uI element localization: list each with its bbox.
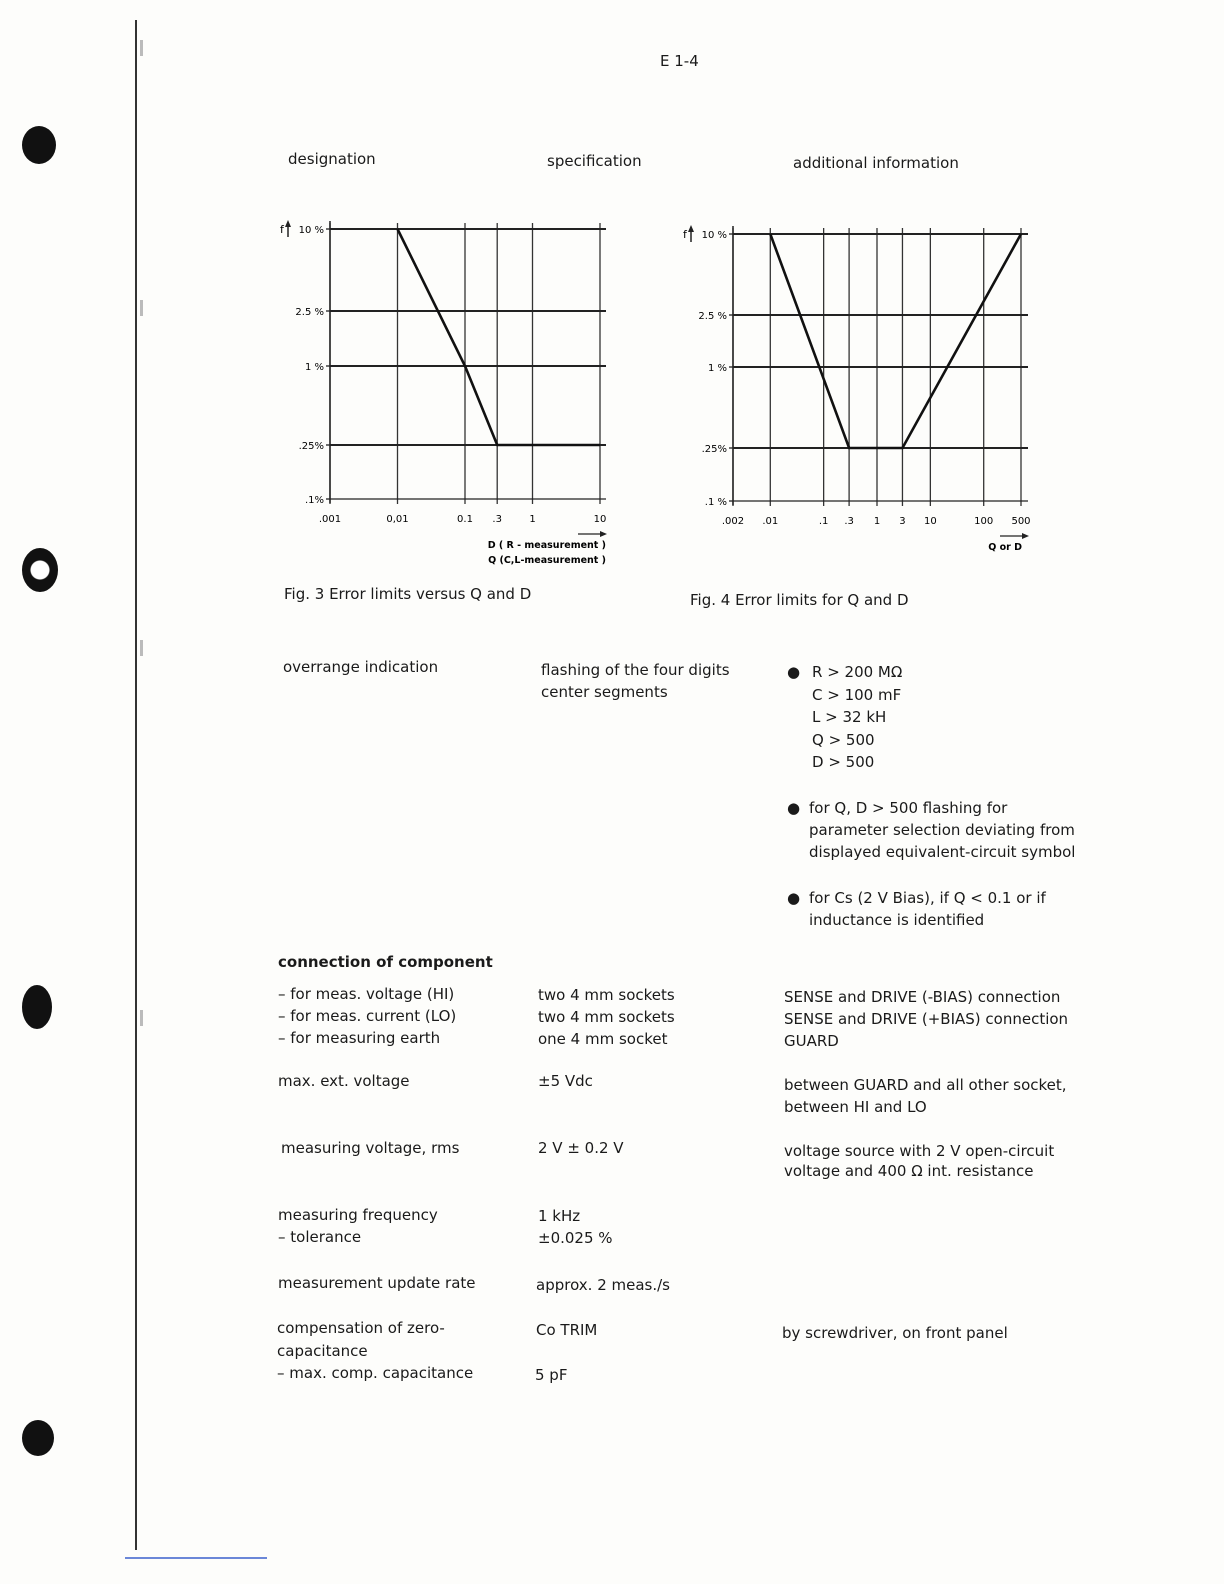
spec-line: center segments: [541, 683, 668, 701]
update-rate-spec: approx. 2 meas./s: [536, 1276, 670, 1294]
x-tick-label: 10: [923, 516, 937, 527]
y-axis-arrowhead: [688, 225, 694, 232]
header-specification: specification: [547, 152, 642, 170]
y-axis-label: f: [280, 223, 284, 236]
error-limits-chart-fig3: [260, 215, 620, 575]
spec-line: flashing of the four digits: [541, 661, 730, 679]
max-ext-voltage-spec: ±5 Vdc: [538, 1072, 593, 1090]
y-tick-label: 1 %: [707, 363, 727, 374]
limit-item: Q > 500: [812, 730, 875, 749]
info-line: SENSE and DRIVE (-BIAS) connection: [784, 988, 1061, 1006]
overrange-note-bias: [809, 887, 1046, 931]
header-additional-information: additional information: [793, 154, 959, 172]
spec-line: one 4 mm socket: [538, 1030, 668, 1048]
binder-mark: [140, 1010, 143, 1026]
measuring-frequency-spec: [538, 1205, 613, 1249]
spec-line: ±0.025 %: [538, 1229, 613, 1247]
spec-line: 1 kHz: [538, 1207, 581, 1225]
update-rate-designation: measurement update rate: [278, 1274, 476, 1292]
punch-hole: [22, 1420, 54, 1456]
x-tick-label: 500: [1011, 516, 1031, 527]
overrange-limits-list: [812, 661, 902, 774]
binder-mark: [140, 300, 143, 316]
note-line: parameter selection deviating from: [809, 821, 1075, 839]
limit-item: C > 100 mF: [812, 685, 902, 704]
compensation-info: by screwdriver, on front panel: [782, 1324, 1008, 1342]
error-limit-line: [398, 229, 601, 445]
measuring-frequency-designation: [278, 1204, 438, 1248]
info-line: SENSE and DRIVE (+BIAS) connection: [784, 1010, 1069, 1028]
y-tick-label: .1 %: [704, 497, 727, 508]
x-tick-label: 1: [873, 516, 881, 527]
x-axis-label: Q (C,L-measurement ): [488, 555, 606, 566]
designation-line: capacitance: [277, 1341, 368, 1360]
note-line: for Q, D > 500 flashing for: [809, 799, 1008, 817]
x-tick-label: 3: [899, 516, 906, 527]
info-line: voltage and 400 Ω int. resistance: [784, 1162, 1034, 1180]
connection-heading: connection of component: [278, 953, 493, 971]
binder-mark: [140, 640, 143, 656]
info-line: between HI and LO: [784, 1098, 927, 1116]
connection-designations: [278, 983, 456, 1049]
info-line: between GUARD and all other socket,: [784, 1076, 1067, 1094]
designation-line: measuring frequency: [278, 1206, 438, 1224]
designation-line: – for measuring earth: [278, 1029, 441, 1047]
x-axis-arrowhead: [600, 531, 607, 537]
binder-mark: [140, 40, 143, 56]
punch-hole: [22, 126, 56, 164]
max-ext-voltage-info: [784, 1074, 1067, 1118]
overrange-designation: overrange indication: [283, 658, 439, 676]
info-line: GUARD: [784, 1032, 839, 1050]
x-axis-label: D ( R - measurement ): [487, 540, 606, 551]
page-number: E 1-4: [660, 52, 699, 70]
x-axis-label: Q or D: [988, 542, 1022, 553]
designation-line: compensation of zero-: [277, 1319, 445, 1337]
overrange-spec: [541, 659, 730, 703]
measuring-voltage-info: [784, 1141, 1054, 1181]
designation-line: – for meas. current (LO): [278, 1007, 457, 1025]
note-line: for Cs (2 V Bias), if Q < 0.1 or if: [809, 889, 1046, 907]
spec-line: two 4 mm sockets: [538, 1008, 675, 1026]
spec-line: two 4 mm sockets: [538, 986, 675, 1004]
y-tick-label: 2.5 %: [295, 307, 324, 318]
fig4-caption: Fig. 4 Error limits for Q and D: [690, 591, 909, 609]
note-line: displayed equivalent-circuit symbol: [809, 843, 1076, 861]
designation-line: – tolerance: [278, 1228, 362, 1246]
limit-item: D > 500: [812, 753, 875, 771]
bullet-dot: ●: [787, 799, 801, 817]
info-line: voltage source with 2 V open-circuit: [784, 1142, 1055, 1160]
y-tick-label: .25%: [298, 441, 324, 452]
x-tick-label: 0,01: [386, 514, 409, 525]
x-tick-label: 10: [593, 514, 607, 525]
compensation-spec: Co TRIM: [536, 1321, 598, 1339]
x-tick-label: .3: [492, 514, 502, 525]
y-tick-label: 10 %: [701, 230, 727, 241]
x-axis-arrowhead: [1022, 533, 1029, 539]
header-designation: designation: [288, 150, 376, 168]
punch-hole: [22, 548, 58, 592]
note-line: inductance is identified: [809, 911, 985, 929]
y-tick-label: 10 %: [298, 225, 324, 236]
binder-edge: [135, 20, 137, 1550]
x-tick-label: .001: [318, 514, 342, 525]
y-tick-label: 1 %: [304, 362, 324, 373]
limit-item: R > 200 MΩ: [812, 663, 903, 681]
y-tick-label: 2.5 %: [698, 311, 727, 322]
measuring-voltage-designation: measuring voltage, rms: [281, 1139, 460, 1157]
x-tick-label: 1: [529, 514, 536, 525]
max-comp-capacitance-spec: 5 pF: [535, 1366, 568, 1384]
bullet-dot: ●: [787, 663, 801, 681]
punch-hole: [22, 985, 52, 1029]
overrange-note-flashing: [809, 797, 1075, 863]
y-axis-arrowhead: [285, 220, 291, 227]
x-tick-label: .1: [818, 516, 829, 527]
x-tick-label: .01: [762, 516, 779, 527]
x-tick-label: .002: [721, 516, 745, 527]
connection-info: [784, 986, 1068, 1052]
fig3-caption: Fig. 3 Error limits versus Q and D: [284, 585, 532, 603]
designation-line: – max. comp. capacitance: [277, 1364, 474, 1382]
x-tick-label: 0.1: [457, 514, 473, 525]
max-ext-voltage-designation: max. ext. voltage: [278, 1072, 410, 1090]
designation-line: – for meas. voltage (HI): [278, 985, 455, 1003]
y-tick-label: .1%: [304, 495, 324, 506]
measuring-voltage-spec: 2 V ± 0.2 V: [538, 1139, 624, 1157]
x-tick-label: .3: [844, 516, 854, 527]
error-limits-chart-fig4: [670, 220, 1050, 560]
y-axis-label: f: [683, 228, 687, 241]
limit-item: L > 32 kH: [812, 708, 887, 726]
bottom-rule: [125, 1557, 267, 1559]
bullet-dot: ●: [787, 889, 801, 907]
compensation-designation: [277, 1317, 473, 1385]
connection-specs: [538, 984, 675, 1050]
y-tick-label: .25%: [701, 444, 727, 455]
x-tick-label: 100: [974, 516, 994, 527]
